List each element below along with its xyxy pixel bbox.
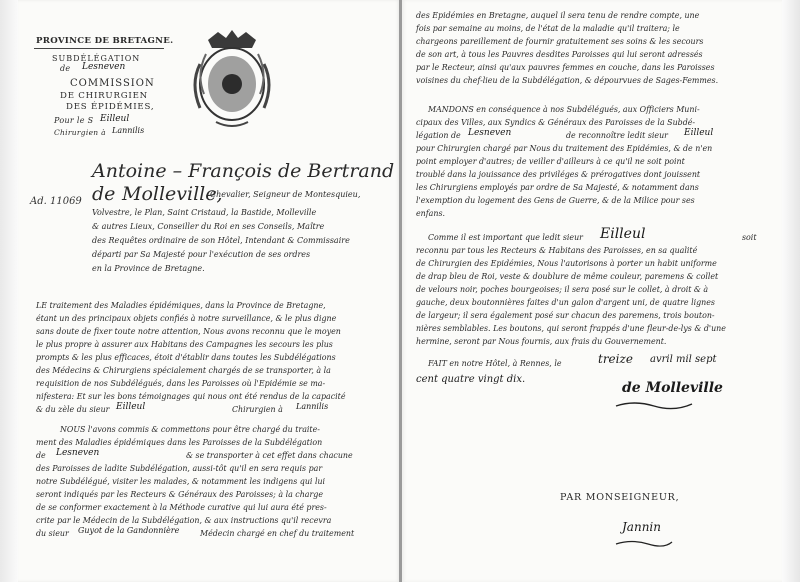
coat-of-arms-icon — [186, 24, 278, 134]
text-line: notre Subdélégué, visiter les malades, & notamment les indigens qui lui — [36, 477, 326, 486]
text-line: chargeons pareillement de fournir gratuitement ses soins & les secours — [416, 37, 704, 46]
title-line-4: & autres Lieux, Conseiller du Roi en ses Conseils, Maître — [92, 222, 325, 231]
scan-edge-left — [0, 0, 18, 582]
scan-edge-right — [782, 0, 800, 582]
title-line-1: Antoine – François de Bertrand — [92, 160, 395, 182]
text-line: seront indiqués par les Recteurs & Généraux des Paroisses; à la charge — [36, 490, 323, 499]
title-line-7: en la Province de Bretagne. — [92, 264, 205, 273]
text-line: des Epidémies en Bretagne, auquel il sera tenu de rendre compte, une — [416, 11, 700, 20]
text-line: & se transporter à cet effet dans chacune — [186, 451, 353, 460]
secretary-signature: Jannin — [622, 520, 661, 534]
title-line-3: Volvestre, le Plan, Saint Cristaud, la Bastide, Molleville — [92, 208, 317, 217]
commission-line-2: DE CHIRURGIEN — [60, 91, 148, 101]
text-line: troublé dans la jouissance des priviléges & prérogatives dont jouissent — [416, 170, 701, 179]
text-line: voisines du chef-lieu de la Subdélégation, & dépourvues de Sages-Femmes. — [416, 76, 719, 85]
text-line: nières semblables. Les boutons, qui seront frappés d'une fleur-de-lys & d'une — [416, 324, 726, 333]
province-heading: PROVINCE DE BRETAGNE. — [36, 36, 174, 46]
handwritten-name: Eilleul — [116, 402, 146, 412]
text-line: de — [36, 451, 46, 460]
text-line: de velours noir, poches bourgeoises; il sera posé sur le collet, à droit & à — [416, 285, 709, 294]
text-line: de se conformer exactement à la Méthode curative qui lui aura été pres- — [36, 503, 327, 512]
text-line: nifestera: Et sur les bons témoignages qui nous ont été rendus de la capacité — [36, 392, 346, 401]
text-line: étant un des principaux objets confiés à notre surveillance, & le plus digne — [36, 314, 337, 323]
handwritten-name: Eilleul — [600, 226, 646, 242]
text-line: par le Recteur, ainsi qu'aux pauvres femmes en couche, dans les Paroisses — [416, 63, 715, 72]
title-line-2-start: de — [92, 183, 116, 205]
text-line: de drap bleu de Roi, veste & doublure de même couleur, paremens & collet — [416, 272, 719, 281]
text-line: cipaux des Villes, aux Syndics & Généraux des Paroisses de la Subdé- — [416, 118, 696, 127]
text-line: NOUS l'avons commis & commettons pour être chargé du traite- — [60, 425, 320, 434]
chirurgien-place: Lannilis — [112, 126, 145, 135]
secretary-flourish-icon — [614, 538, 674, 548]
signature-flourish-icon — [614, 398, 694, 412]
text-line: de reconnoître ledit sieur — [566, 131, 668, 140]
text-line: des Paroisses de ladite Subdélégation, aussi-tôt qu'il en sera requis par — [36, 464, 323, 473]
title-line-6: départi par Sa Majesté pour l'exécution de ses ordres — [92, 250, 311, 259]
text-line: sans doute de fixer toute notre attention, Nous avons reconnu que le moyen — [36, 327, 341, 336]
text-line: légation de — [416, 131, 461, 140]
text-line: de Chirurgien des Epidémies, Nous l'autorisons à porter un habit uniforme — [416, 259, 717, 268]
text-line: prompts & les plus efficaces, étoit d'établir dans toutes les Subdélégations — [36, 353, 336, 362]
handwritten-place: Lannilis — [296, 402, 329, 411]
text-line: ment des Maladies épidémiques dans les Paroisses de la Subdélégation — [36, 438, 323, 447]
text-line: enfans. — [416, 209, 446, 218]
text-line: pour Chirurgien chargé par Nous du traitement des Epidémies, & de n'en — [416, 144, 713, 153]
text-line: Médecin chargé en chef du traitement — [200, 529, 355, 538]
subdelegation-place: Lesneven — [82, 62, 126, 72]
text-line: du sieur — [36, 529, 69, 538]
handwritten-date: avril mil sept — [650, 354, 717, 365]
handwritten-name: Guyot de la Gandonnière — [78, 526, 180, 535]
par-monseigneur: PAR MONSEIGNEUR, — [560, 492, 680, 503]
text-line: de largeur; il sera également posé sur chacun des paremens, trois bouton- — [416, 311, 715, 320]
text-line: de son art, à tous les Pauvres desdites Paroisses qui lui seront adressés — [416, 50, 703, 59]
handwritten-place: Lesneven — [468, 128, 512, 138]
header-rule — [34, 48, 164, 49]
commission-line-1: COMMISSION — [70, 78, 155, 89]
text-line: soit — [742, 233, 757, 242]
handwritten-date: cent quatre vingt dix. — [416, 374, 526, 385]
text-line: point employer d'autres; de veiller d'ailleurs à ce qu'il ne soit point — [416, 157, 685, 166]
title-line-2-rest: Chevalier, Seigneur de Montesquieu, — [210, 190, 361, 199]
handwritten-name: Eilleul — [684, 128, 714, 138]
text-line: gauche, deux boutonnières faites d'un galon d'argent uni, de quatre lignes — [416, 298, 715, 307]
text-line: requisition de nos Subdélégués, dans les Paroisses où l'Epidémie se ma- — [36, 379, 326, 388]
pour-name: Eilleul — [100, 114, 130, 124]
title-line-2-name: Molleville, — [122, 183, 223, 205]
text-line: des Médecins & Chirurgiens spécialement chargés de se transporter, à la — [36, 366, 331, 375]
text-line: reconnu par tous les Recteurs & Habitans des Paroisses, en sa qualité — [416, 246, 698, 255]
handwritten-date: treize — [598, 352, 633, 366]
title-line-5: des Requêtes ordinaire de son Hôtel, Intendant & Commissaire — [92, 236, 350, 245]
chirurgien-label: Chirurgien à — [54, 128, 106, 137]
text-line: le plus propre à assurer aux Habitans des Campagnes les secours les plus — [36, 340, 333, 349]
text-line: Comme il est important que ledit sieur — [428, 233, 583, 242]
text-line: MANDONS en conséquence à nos Subdélégués, aux Officiers Muni- — [428, 105, 700, 114]
intendant-signature: de Molleville — [622, 380, 723, 396]
handwritten-place: Lesneven — [56, 448, 100, 458]
pour-le-label: Pour le S — [54, 116, 94, 125]
commission-line-3: DES ÉPIDÉMIES, — [66, 102, 155, 112]
text-line: l'exemption du logement des Gens de Guerre, & de la Milice pour ses — [416, 196, 695, 205]
text-line: FAIT en notre Hôtel, à Rennes, le — [428, 359, 562, 368]
subdelegation-de: de — [60, 64, 71, 73]
text-line: & du zèle du sieur — [36, 405, 110, 414]
text-line: crite par le Médecin de la Subdélégation, & aux instructions qu'il recevra — [36, 516, 332, 525]
text-line: fois par semaine au moins, de l'état de la maladie qu'il traitera; le — [416, 24, 680, 33]
text-line: Chirurgien à — [232, 405, 283, 414]
text-line: hermine, seront par Nous fournis, aux frais du Gouvernement. — [416, 337, 667, 346]
text-line: LE traitement des Maladies épidémiques, dans la Province de Bretagne, — [36, 301, 326, 310]
margin-note: Ad. 11069 — [30, 196, 82, 207]
text-line: les Chirurgiens employés par ordre de Sa Majesté, & notamment dans — [416, 183, 699, 192]
subdelegation-label: SUBDÉLÉGATION — [52, 54, 141, 63]
